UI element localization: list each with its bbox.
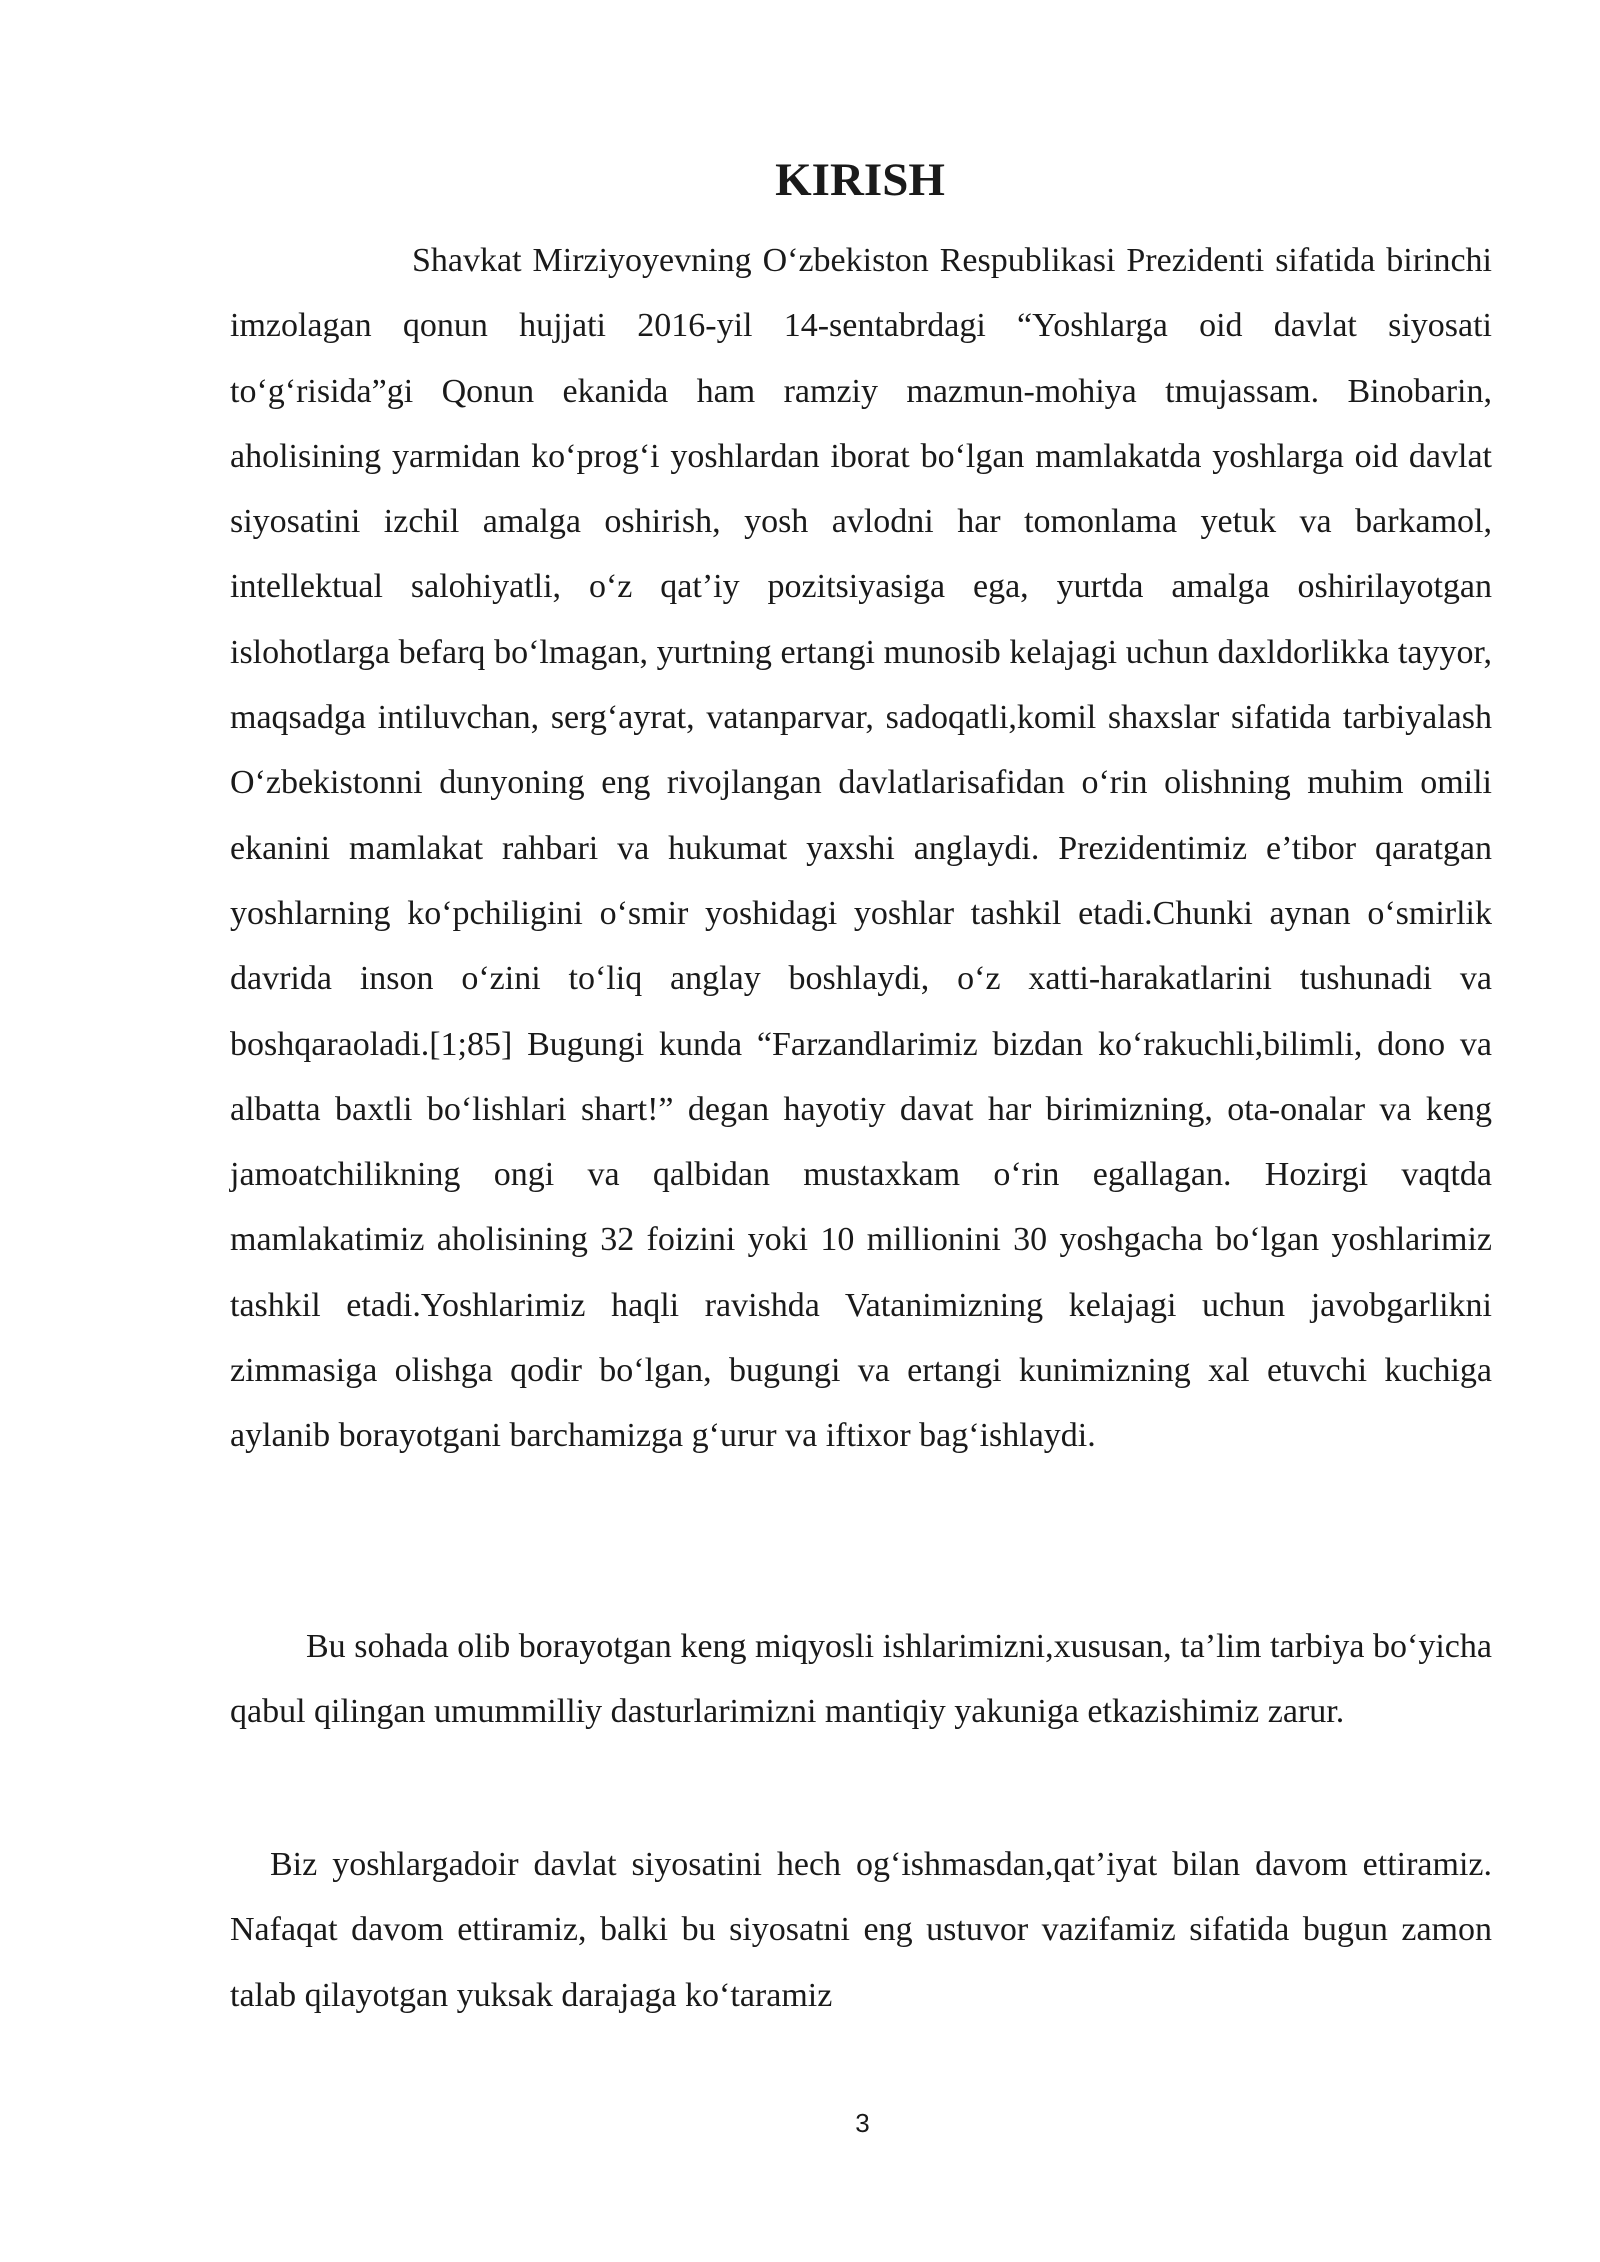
body-paragraph-3: Biz yoshlargadoir davlat siyosatini hech og‘ishmasdan,qat’iyat bilan davom ettiramiz. Nafaqat davom ettiramiz, balki bu siyosatni eng ustuvor vazifamiz sifatida bugun zamon talab qilayotgan yuksak darajaga ko‘taramiz <box>230 1846 1492 2014</box>
body-paragraph-2: Bu sohada olib borayotgan keng miqyosli ishlarimizni,xususan, ta’lim tarbiya bo‘yicha qabul qilingan umummilliy dasturlarimizni mantiqiy yakuniga etkazishimiz zarur. <box>230 1628 1492 1731</box>
page-number: 3 <box>855 2108 870 2138</box>
body-paragraph-1: Shavkat Mirziyoyevning O‘zbekiston Respublikasi Prezidenti sifatida birinchi imzolagan qonun hujjati 2016-yil 14-sentabrdagi “Yoshlarga oid davlat siyosati to‘g‘risida”gi Qonun ekanida ham ramziy mazmun-mohiya tmujassam. Binobarin, aholisining yarmidan ko‘prog‘i yoshlardan iborat bo‘lgan mamlakatda yoshlarga oid davlat siyosatini izchil amalga oshirish, yosh avlodni har tomonlama yetuk va barkamol, intellektual salohiyatli, o‘z qat’iy pozitsiyasiga ega, yurtda amalga oshirilayotgan islohotlarga befarq bo‘lmagan, yurtning ertangi munosib kelajagi uchun daxldorlikka tayyor, maqsadga intiluvchan, serg‘ayrat, vatanparvar, sadoqatli,komil shaxslar sifatida tarbiyalash O‘zbekistonni dunyoning eng rivojlangan davlatlarisafidan o‘rin olishning muhim omili ekanini mamlakat rahbari va hukumat yaxshi anglaydi. Prezidentimiz e’tibor qaratgan yoshlarning ko‘pchiligini o‘smir yoshidagi yoshlar tashkil etadi.Chunki aynan o‘smirlik davrida inson o‘zini to‘liq anglay boshlaydi, o‘z xatti-harakatlarini tushunadi va boshqaraoladi.[1;85] Bugungi kunda “Farzandlarimiz bizdan ko‘rakuchli,bilimli, dono va albatta baxtli bo‘lishlari shart!” degan hayotiy davat har birimizning, ota-onalar va keng jamoatchilikning ongi va qalbidan mustaxkam o‘rin egallagan. Hozirgi vaqtda mamlakatimiz aholisining 32 foizini yoki 10 millionini 30 yoshgacha bo‘lgan yoshlarimiz tashkil etadi.Yoshlarimiz haqli ravishda Vatanimizning kelajagi uchun javobgarlikni zimmasiga olishga qodir bo‘lgan, bugungi va ertangi kunimizning xal etuvchi kuchiga aylanib borayotgani barchamizga g‘urur va iftixor bag‘ishlaydi. <box>230 242 1492 1455</box>
page-title: KIRISH <box>775 154 945 206</box>
